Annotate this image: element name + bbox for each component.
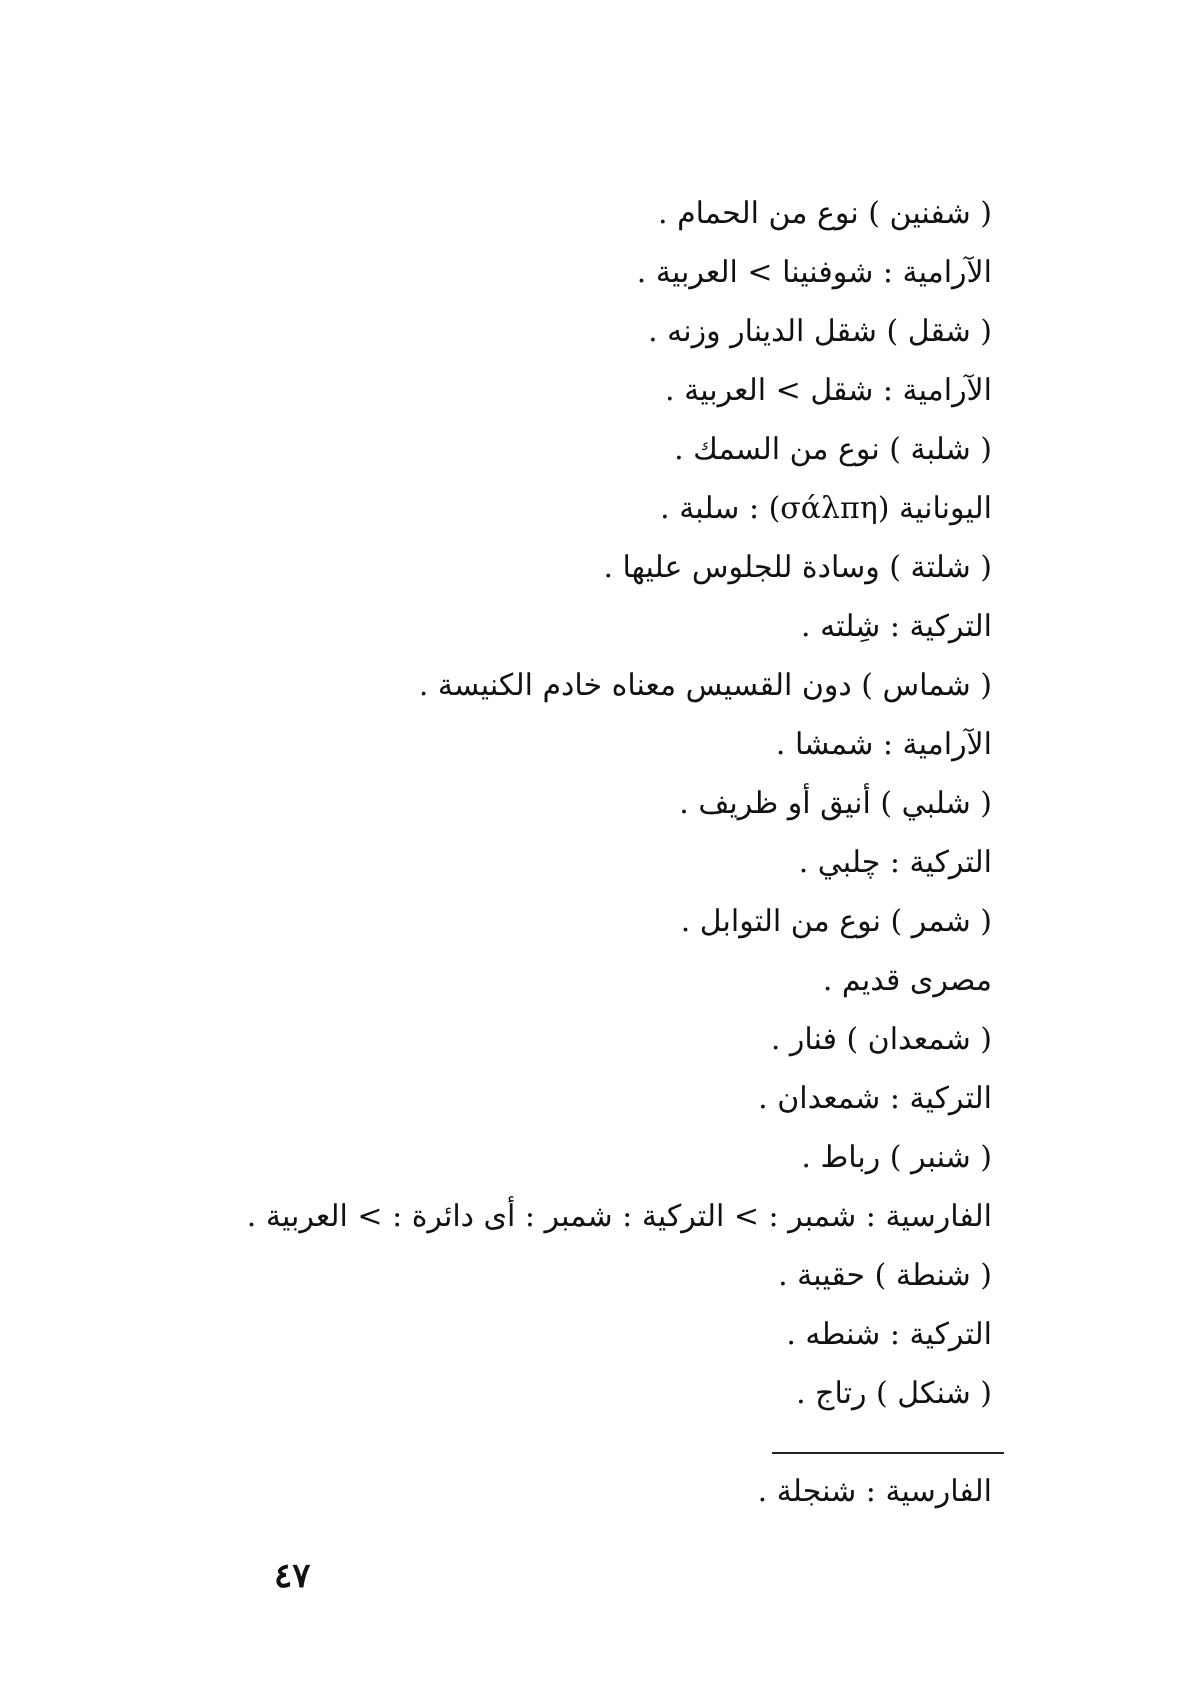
- entry-line-last: الفارسية : شنجلة .: [757, 1474, 992, 1509]
- entry-line: ( شقل ) شقل الدينار وزنه .: [648, 314, 992, 349]
- entry-line: ( شمعدان ) فنار .: [770, 1022, 992, 1057]
- entry-line: ( شماس ) دون القسيس معناه خادم الكنيسة .: [418, 668, 992, 703]
- entry-line: ( شفنين ) نوع من الحمام .: [658, 196, 992, 231]
- entry-line: الآرامية : شوفنينا > العربية .: [636, 255, 992, 290]
- entry-line: ( شلتة ) وسادة للجلوس عليها .: [603, 550, 992, 585]
- entry-line: ( شنبر ) رباط .: [801, 1140, 992, 1175]
- entry-line: التركية : شمعدان .: [758, 1081, 992, 1116]
- entry-line: ( شنكل ) رتاج .: [796, 1376, 992, 1411]
- entry-line: التركية : چلبي .: [798, 845, 992, 880]
- entry-line: اليونانية (σάλπη) : سلبة .: [660, 491, 992, 526]
- entry-line: التركية : شِلته .: [801, 609, 992, 644]
- entry-line: الفارسية : شمبر : > التركية : شمبر : أى دائرة : > العربية .: [246, 1199, 992, 1234]
- entry-line: الآرامية : شقل > العربية .: [665, 373, 992, 408]
- entry-line: ( شلبة ) نوع من السمك .: [674, 432, 992, 467]
- entry-line: ( شلبي ) أنيق أو ظريف .: [679, 786, 992, 821]
- entry-line: التركية : شنطه .: [786, 1317, 992, 1352]
- entry-line: ( شمر ) نوع من التوابل .: [680, 904, 992, 939]
- entry-line: مصرى قديم .: [822, 963, 992, 998]
- footnote-rule: [772, 1452, 1004, 1454]
- entry-line: الآرامية : شمشا .: [775, 727, 992, 762]
- page-number: ٤٧: [274, 1556, 311, 1596]
- entry-line: ( شنطة ) حقيبة .: [778, 1258, 992, 1293]
- entry-list: [232, 184, 992, 1423]
